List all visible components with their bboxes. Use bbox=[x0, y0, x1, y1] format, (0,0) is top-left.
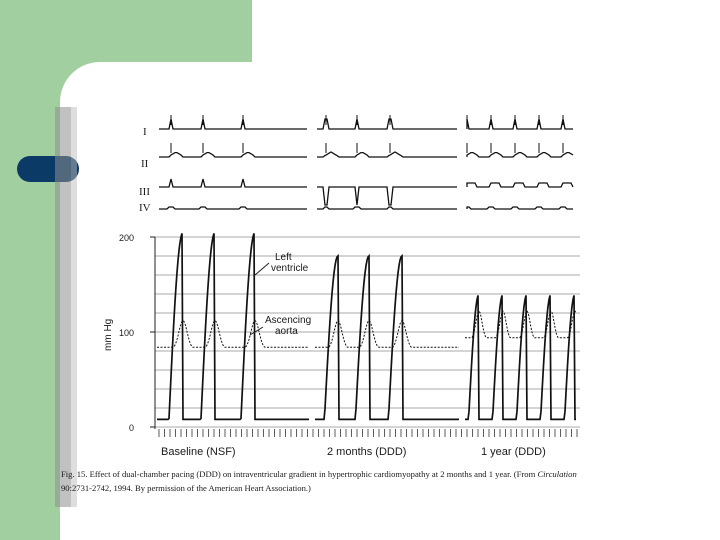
ecg-traces bbox=[159, 115, 573, 209]
lead-label-ii: II bbox=[141, 158, 149, 170]
annotation-pointer-lv bbox=[255, 263, 269, 275]
ecg-trace bbox=[159, 119, 307, 129]
y-axis-label: mm Hg bbox=[103, 318, 114, 351]
ecg-trace bbox=[159, 153, 307, 157]
ecg-trace bbox=[467, 153, 573, 157]
ecg-trace bbox=[317, 187, 457, 205]
caption-journal: Circulation bbox=[537, 469, 577, 479]
ecg-trace bbox=[317, 152, 457, 157]
y-tick-label-0: 0 bbox=[129, 423, 135, 433]
ecg-trace bbox=[467, 119, 573, 129]
y-tick-label-100: 100 bbox=[119, 328, 135, 338]
caption-line2: 90:2731-2742, 1994. By permission of the American Heart Association.) bbox=[61, 483, 311, 493]
figure-caption-line1 bbox=[61, 469, 577, 479]
annotation-left-ventricle-2: ventricle bbox=[271, 263, 309, 274]
lead-label-iv: IV bbox=[139, 202, 151, 214]
time-ticks bbox=[159, 429, 577, 437]
annotation-pointer-aorta bbox=[250, 327, 263, 335]
annotation-left-ventricle-1: Left bbox=[275, 252, 292, 263]
ecg-trace bbox=[467, 207, 573, 209]
aortic-pressure-trace bbox=[465, 311, 576, 338]
pressure-waveforms bbox=[157, 233, 576, 419]
scan-shadow-edge bbox=[55, 107, 71, 507]
ecg-trace bbox=[467, 183, 573, 187]
lead-label-iii: III bbox=[139, 186, 150, 198]
scan-shadow-edge-inner bbox=[71, 107, 77, 507]
scanned-figure bbox=[55, 107, 675, 507]
caption-line1: Fig. 15. Effect of dual-chamber pacing (DDD) on intraventricular gradient in hypertrophic cardiomyopathy at 2 months and 1 year. (From bbox=[61, 469, 536, 479]
panel-label-baseline: Baseline (NSF) bbox=[161, 446, 236, 458]
ecg-trace bbox=[317, 119, 457, 129]
panel-label-2-months: 2 months (DDD) bbox=[327, 446, 407, 458]
ecg-trace bbox=[317, 207, 457, 209]
lv-pressure-trace bbox=[465, 295, 576, 419]
panel-label-1-year: 1 year (DDD) bbox=[481, 446, 546, 458]
lv-pressure-trace bbox=[315, 256, 459, 419]
aortic-pressure-trace bbox=[315, 321, 459, 348]
annotation-aorta-2: aorta bbox=[275, 326, 298, 337]
annotation-aorta-1: Ascencing bbox=[265, 315, 312, 326]
ecg-trace bbox=[159, 207, 307, 209]
y-tick-label-200: 200 bbox=[119, 233, 135, 243]
lead-label-i: I bbox=[143, 126, 147, 138]
ecg-trace bbox=[159, 179, 307, 187]
